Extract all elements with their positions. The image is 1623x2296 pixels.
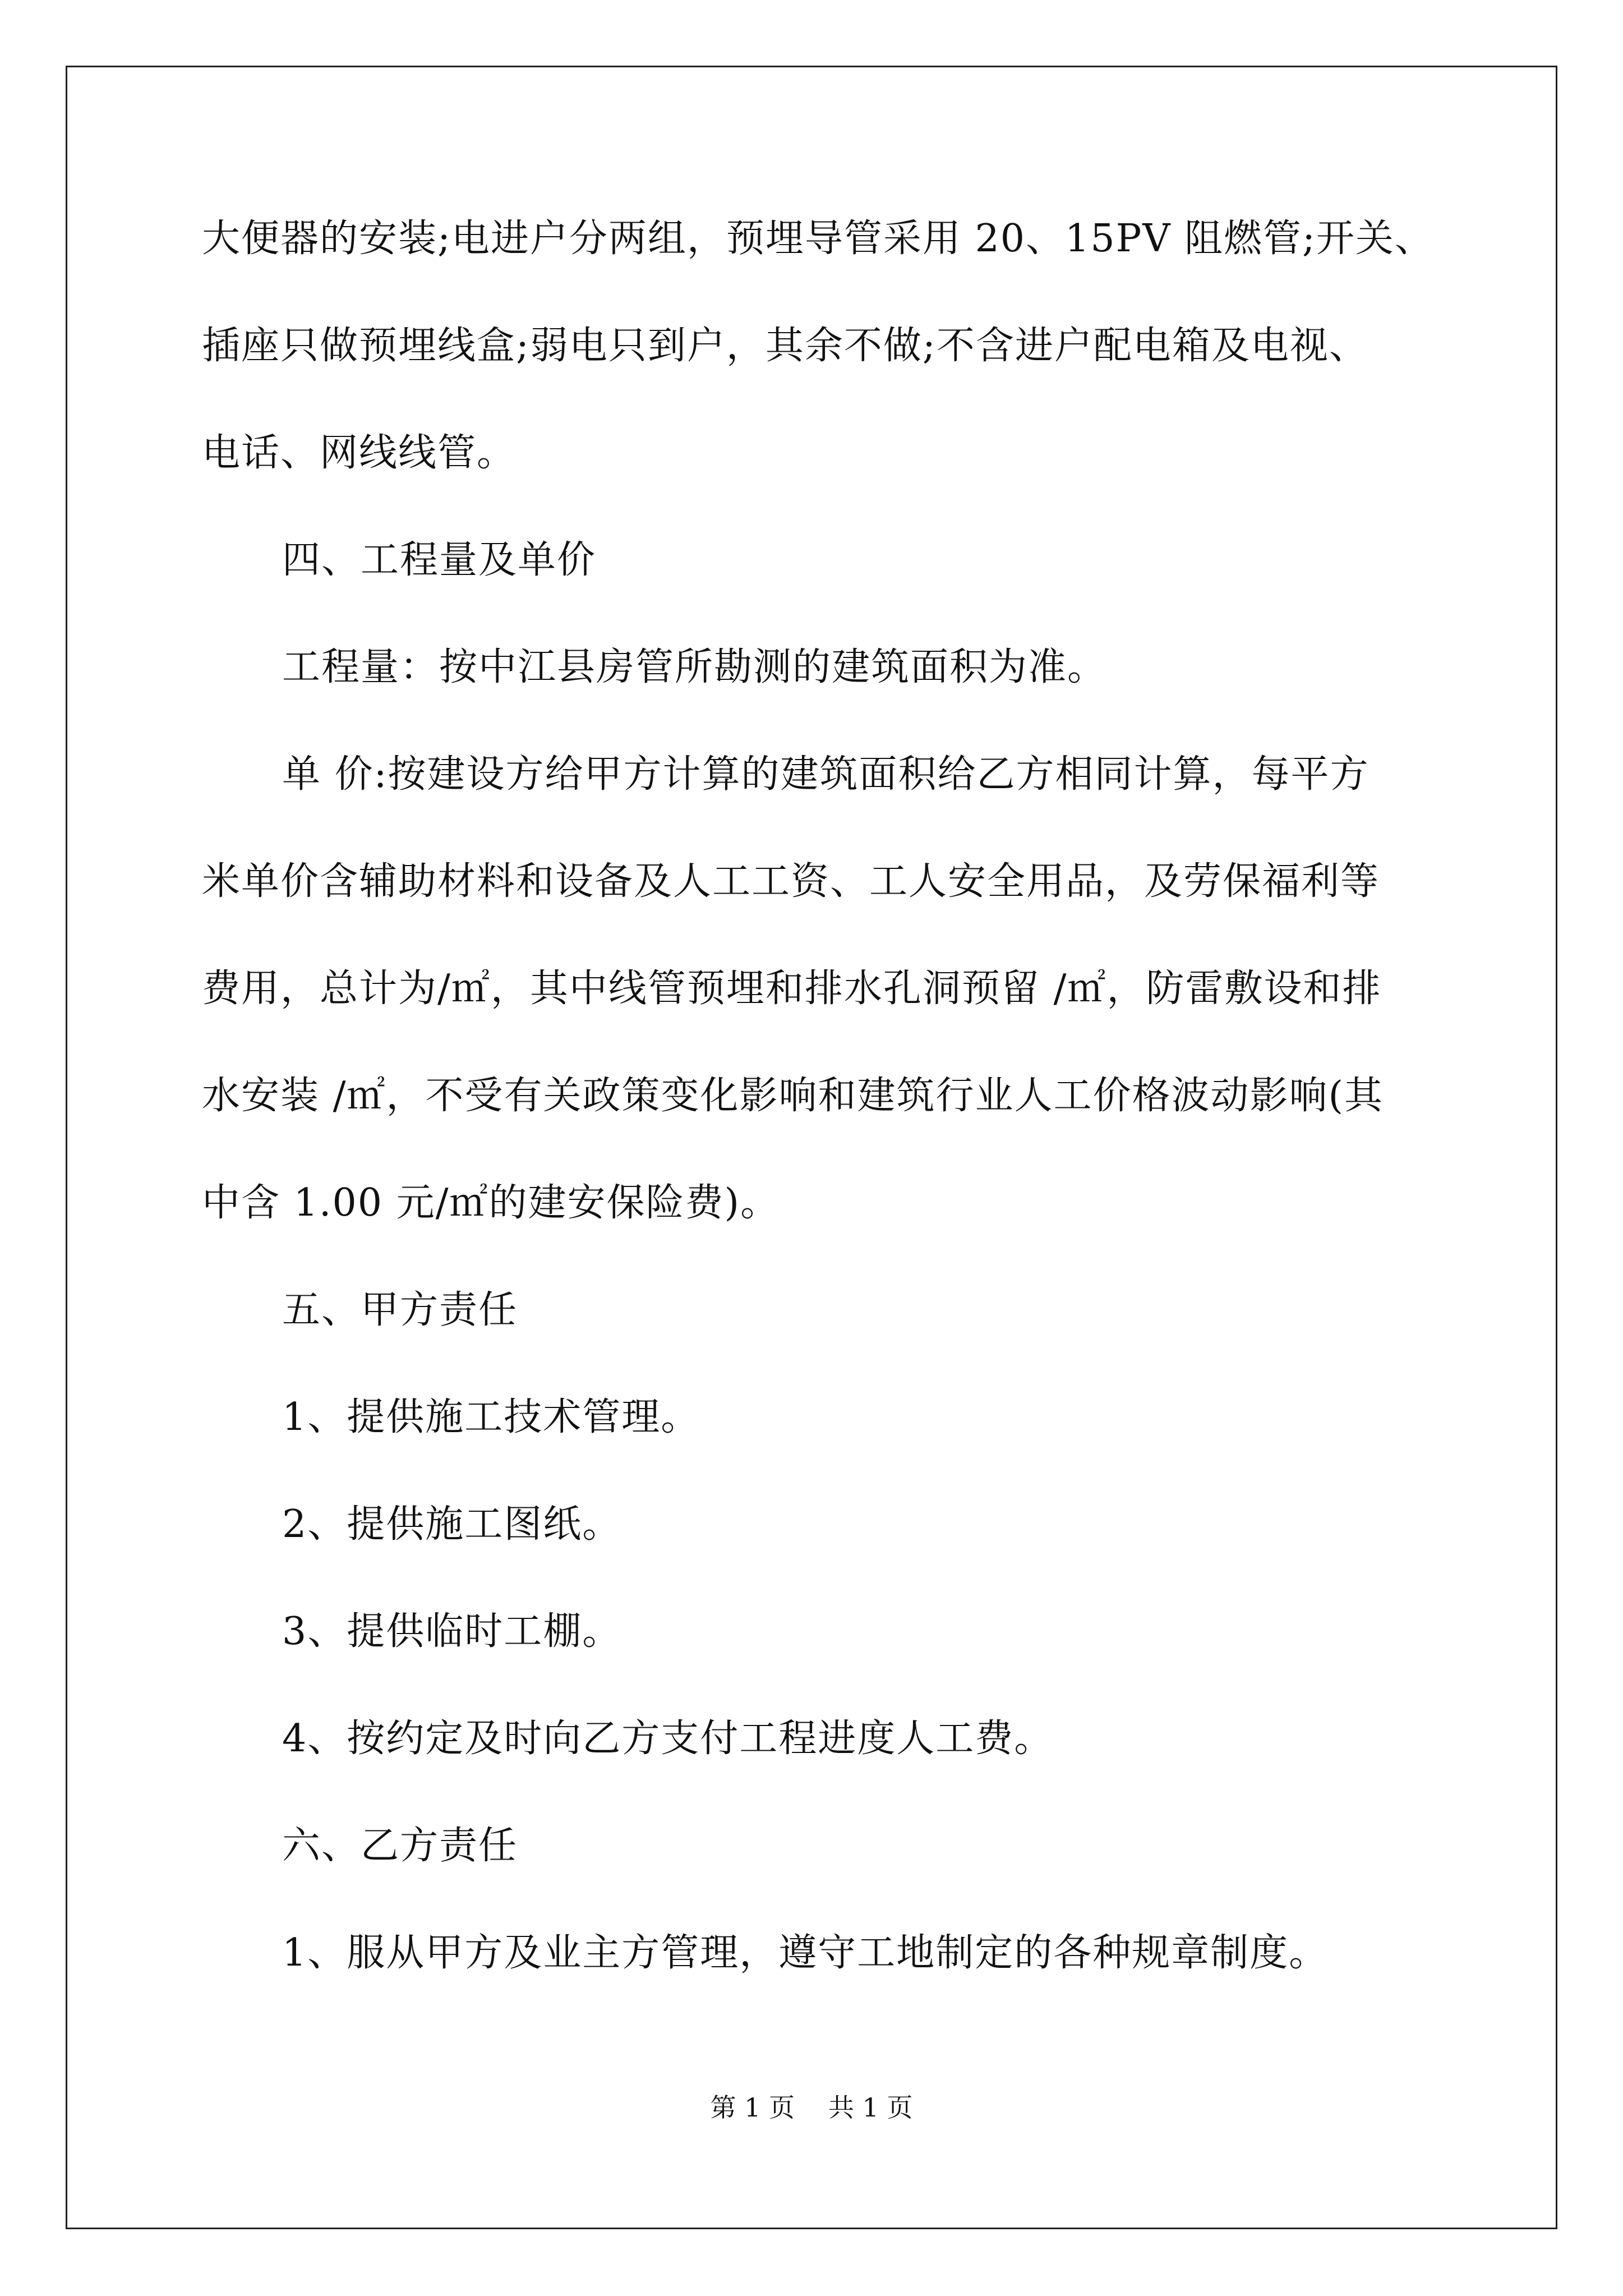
- document-body: [202, 185, 1464, 2007]
- list-item: 2、提供施工图纸。: [282, 1502, 622, 1547]
- body-line: 大便器的安装;电进户分两组，预埋导管采用 20、15PV 阻燃管;开关、: [202, 217, 1434, 261]
- page-footer: [0, 2091, 1623, 2124]
- section-heading: 六、乙方责任: [282, 1824, 518, 1868]
- body-line: 工程量：按中江县房管所勘测的建筑面积为准。: [282, 645, 1107, 689]
- list-item: 3、提供临时工棚。: [282, 1609, 622, 1654]
- page-number: 第 1 页: [710, 2092, 795, 2123]
- body-line: 水安装 /㎡，不受有关政策变化影响和建筑行业人工价格波动影响(其: [202, 1074, 1384, 1118]
- body-line: 费用，总计为/㎡，其中线管预埋和排水孔洞预留 /㎡，防雷敷设和排: [202, 967, 1382, 1011]
- body-line: 插座只做预埋线盒;弱电只到户，其余不做;不含进户配电箱及电视、: [202, 324, 1368, 368]
- list-item: 4、按约定及时向乙方支付工程进度人工费。: [282, 1717, 1054, 1761]
- body-line: 中含 1.00 元/㎡的建安保险费)。: [202, 1181, 780, 1225]
- section-heading: 五、甲方责任: [282, 1288, 518, 1332]
- body-line: 米单价含辅助材料和设备及人工工资、工人安全用品，及劳保福利等: [202, 859, 1380, 904]
- section-heading: 四、工程量及单价: [282, 538, 597, 582]
- page-total: 共 1 页: [828, 2092, 913, 2123]
- list-item: 1、服从甲方及业主方管理，遵守工地制定的各种规章制度。: [282, 1931, 1329, 1975]
- list-item: 1、提供施工技术管理。: [282, 1395, 700, 1439]
- body-line: 电话、网线线管。: [202, 431, 517, 475]
- body-line: 单 价:按建设方给甲方计算的建筑面积给乙方相同计算，每平方: [282, 752, 1370, 797]
